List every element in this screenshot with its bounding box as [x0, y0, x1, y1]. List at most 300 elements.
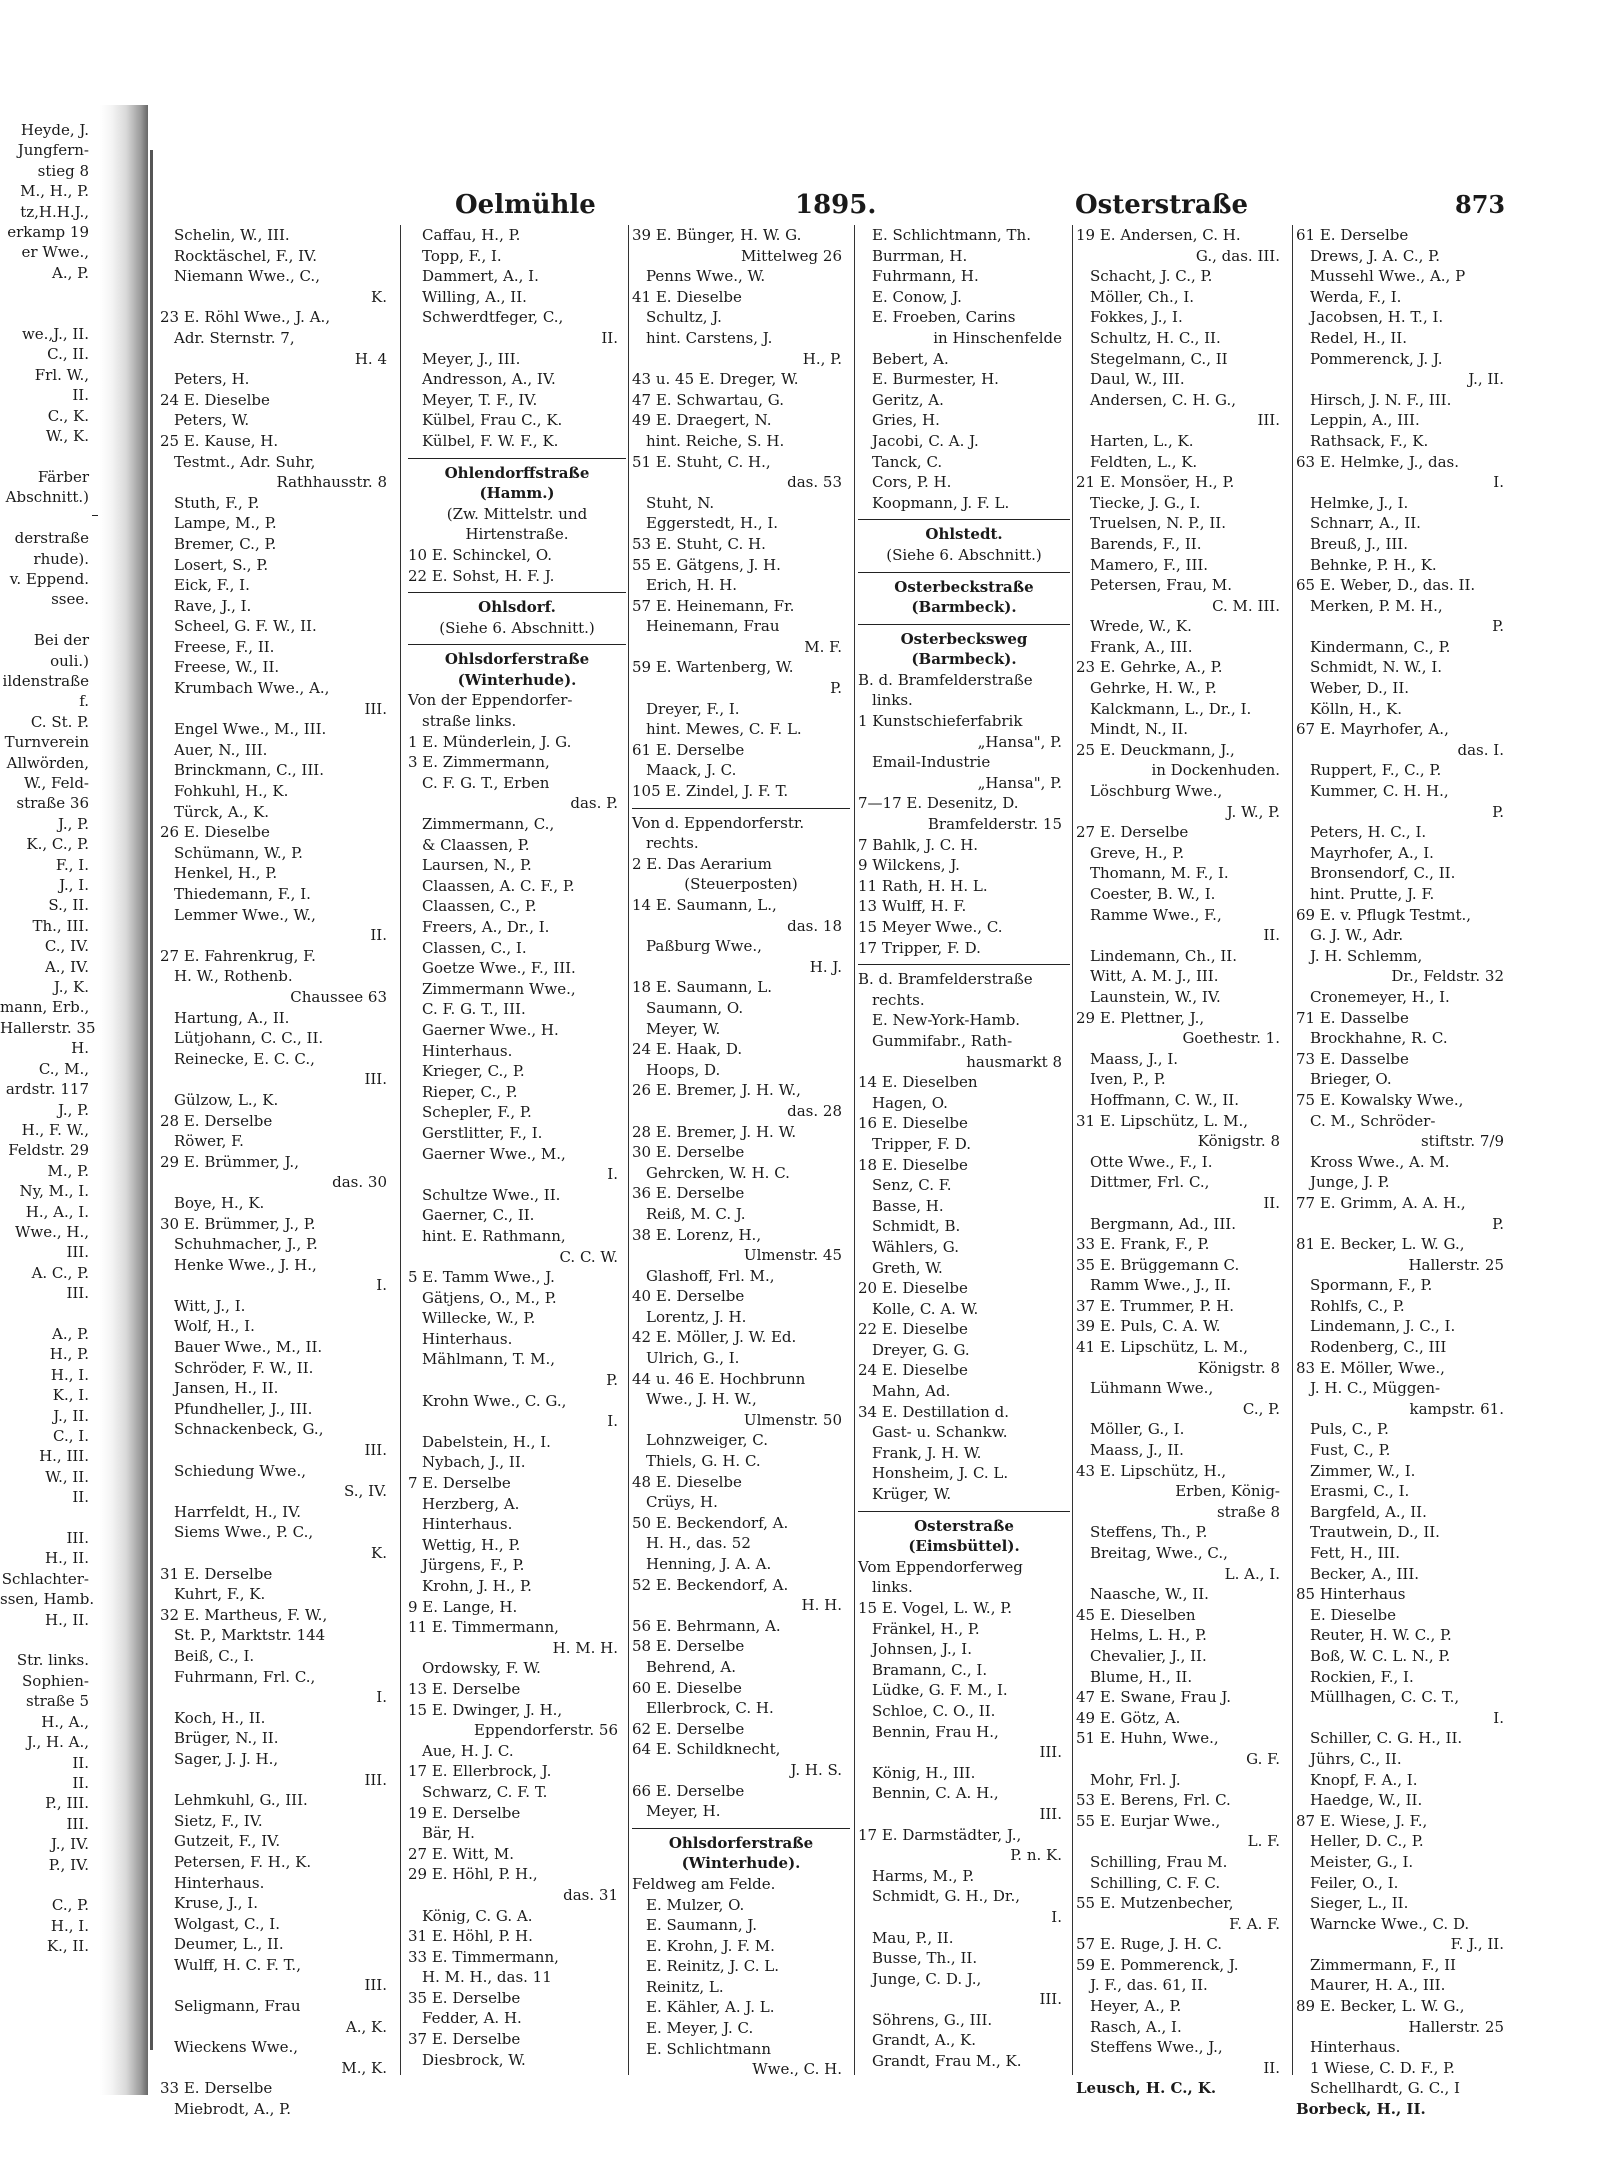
directory-line: J. H. S.	[790, 1760, 842, 1779]
directory-line: Wrede, W., K.	[1090, 617, 1192, 636]
directory-line: II.	[601, 328, 618, 347]
edge-fragment: J., K.	[53, 978, 89, 997]
directory-line: Meister, G., I.	[1310, 1852, 1414, 1871]
directory-line: 27 E. Witt, M.	[408, 1844, 515, 1863]
directory-line: Frank, J. H. W.	[872, 1443, 982, 1462]
directory-line: 5 E. Tamm Wwe., J.	[408, 1268, 555, 1287]
directory-line: das. P.	[570, 794, 618, 813]
directory-line: A., K.	[345, 2017, 387, 2036]
directory-line: Zimmermann Wwe.,	[422, 979, 576, 998]
directory-line: III.	[364, 1770, 387, 1789]
directory-line: Breuß, J., III.	[1310, 534, 1408, 553]
directory-line: (Steuerposten)	[684, 875, 798, 894]
directory-line: 31 E. Derselbe	[160, 1564, 273, 1583]
edge-fragment: Turnverein	[4, 733, 89, 752]
directory-line: J. H. C., Müggen-	[1310, 1379, 1441, 1398]
directory-line: E. Froeben, Carins	[872, 308, 1016, 327]
directory-line: 45 E. Dieselben	[1076, 1605, 1196, 1624]
directory-line: 57 E. Heinemann, Fr.	[632, 596, 795, 615]
edge-fragment: C., P.	[51, 1896, 89, 1915]
street-heading: (Winterhude).	[681, 1854, 801, 1873]
directory-line: Hagen, O.	[872, 1093, 948, 1112]
directory-line: 53 E. Berens, Frl. C.	[1076, 1791, 1231, 1810]
directory-line: Koopmann, J. F. L.	[872, 493, 1010, 512]
directory-line: Möller, Ch., I.	[1090, 287, 1195, 306]
directory-line: 11 Rath, H. H. L.	[858, 876, 988, 895]
directory-line: rechts.	[646, 834, 699, 853]
directory-line: H. H., das. 52	[646, 1534, 751, 1553]
directory-line: Reiß, M. C. J.	[646, 1204, 746, 1223]
directory-line: Bargfeld, A., II.	[1310, 1502, 1427, 1521]
directory-line: Lampe, M., P.	[174, 514, 277, 533]
directory-line: Thiedemann, F., I.	[174, 885, 311, 903]
directory-line: Hinterhaus.	[174, 1873, 265, 1892]
header-right: Osterstraße	[1075, 190, 1249, 220]
directory-line: 30 E. Brümmer, J., P.	[160, 1214, 316, 1233]
edge-fragment: Färber	[37, 467, 89, 486]
directory-line: 60 E. Dieselbe	[632, 1678, 742, 1697]
directory-line: Ulrich, G., I.	[646, 1349, 740, 1368]
directory-line: Reuter, H. W. C., P.	[1310, 1626, 1452, 1645]
directory-line: Testmt., Adr. Suhr,	[174, 452, 316, 471]
edge-fragment: III.	[66, 1243, 89, 1262]
directory-line: Eick, F., I.	[174, 576, 250, 595]
directory-line: Stuht, N.	[646, 493, 715, 512]
directory-line: 2 E. Das Aerarium	[632, 854, 772, 873]
directory-line: Rohlfs, C., P.	[1310, 1296, 1405, 1315]
page-number: 873	[1455, 190, 1506, 219]
directory-line: 15 Meyer Wwe., C.	[858, 918, 1003, 936]
directory-line: H. M. H.	[552, 1638, 618, 1657]
directory-line: Blume, H., II.	[1090, 1667, 1193, 1686]
directory-line: E. Krohn, J. F. M.	[646, 1936, 775, 1955]
edge-fragment: Schlachter-	[1, 1569, 89, 1588]
directory-line: 71 E. Dasselbe	[1296, 1008, 1409, 1027]
street-heading: Ohlsdorferstraße	[668, 1833, 814, 1852]
directory-line: Mussehl Wwe., A., P	[1310, 267, 1466, 286]
directory-line: Iven, P., P.	[1090, 1070, 1166, 1089]
directory-line: Rodenberg, C., III	[1310, 1338, 1447, 1357]
directory-line: Bär, H.	[422, 1824, 475, 1843]
directory-line: Junge, C. D. J.,	[872, 1969, 982, 1988]
edge-fragment: straße 5	[25, 1692, 89, 1711]
directory-line: Haedge, W., II.	[1310, 1791, 1423, 1810]
directory-line: 34 E. Destillation d.	[858, 1402, 1009, 1421]
directory-line: 35 E. Derselbe	[408, 1988, 521, 2007]
directory-line: Bennin, Frau H.,	[872, 1722, 999, 1741]
directory-line: 24 E. Dieselbe	[858, 1361, 968, 1380]
directory-line: 42 E. Möller, J. W. Ed.	[632, 1328, 797, 1347]
directory-line: Henke Wwe., J. H.,	[174, 1255, 317, 1274]
directory-line: Krieger, C., P.	[422, 1062, 525, 1081]
directory-line: 11 E. Timmermann,	[408, 1618, 559, 1637]
directory-line: Feiler, O., I.	[1310, 1873, 1399, 1892]
directory-line: M. F.	[804, 637, 842, 656]
directory-line: Claassen, A. C. F., P.	[422, 876, 575, 895]
edge-fragment: ildenstraße	[2, 671, 89, 690]
directory-line: III.	[1039, 1804, 1062, 1823]
directory-line: 89 E. Becker, L. W. G.,	[1296, 1997, 1465, 2016]
directory-line: 43 E. Lipschütz, H.,	[1076, 1461, 1227, 1480]
edge-fragment: stieg 8	[37, 161, 89, 180]
directory-line: Ordowsky, F. W.	[422, 1659, 541, 1678]
directory-line: J. W., P.	[1226, 802, 1280, 821]
directory-page	[160, 135, 1590, 2119]
directory-line: Lütjohann, C. C., II.	[174, 1029, 324, 1048]
header-year: 1895.	[795, 190, 877, 220]
directory-line: Schilling, Frau M.	[1090, 1852, 1228, 1871]
edge-fragment: S., II.	[48, 896, 89, 915]
directory-line: H. W., Rothenb.	[174, 967, 293, 986]
directory-line: Tripper, F. D.	[872, 1134, 971, 1153]
directory-line: Külbel, Frau C., K.	[422, 411, 563, 430]
directory-line: Eppendorferstr. 56	[474, 1721, 618, 1740]
directory-line: I.	[607, 1412, 618, 1431]
edge-fragment: erkamp 19	[7, 223, 89, 242]
edge-fragment: C. St. P.	[30, 712, 89, 731]
directory-line: 15 E. Vogel, L. W., P.	[858, 1599, 1013, 1617]
directory-line: C., P.	[1242, 1399, 1280, 1418]
directory-line: Auer, N., III.	[174, 740, 268, 759]
directory-line: links.	[872, 1578, 913, 1597]
directory-line: Launstein, W., IV.	[1090, 987, 1221, 1006]
directory-line: B. d. Bramfelderstraße	[858, 670, 1033, 689]
directory-line: J. H. Schlemm,	[1310, 946, 1423, 965]
directory-line: Schultze Wwe., II.	[422, 1185, 561, 1204]
directory-line: Fohkuhl, H., K.	[174, 782, 289, 801]
directory-line: Stegelmann, C., II	[1090, 349, 1228, 368]
directory-line: 65 E. Weber, D., das. II.	[1296, 576, 1476, 595]
directory-line: 66 E. Derselbe	[632, 1781, 745, 1800]
directory-line: 33 E. Derselbe	[160, 2079, 273, 2098]
directory-line: Andersen, C. H. G.,	[1090, 390, 1236, 409]
directory-line: Naasche, W., II.	[1090, 1585, 1209, 1604]
directory-line: E. Conow, J.	[872, 287, 962, 306]
directory-line: 51 E. Huhn, Wwe.,	[1076, 1729, 1219, 1748]
directory-line: Hinterhaus.	[422, 1329, 513, 1348]
directory-line: E. Reinitz, J. C. L.	[646, 1957, 779, 1976]
directory-line: Steffens Wwe., J.,	[1090, 2038, 1223, 2057]
directory-line: Schröder, F. W., II.	[174, 1358, 314, 1377]
directory-line: Engel Wwe., M., III.	[174, 720, 327, 739]
directory-line: Lorentz, J. H.	[646, 1307, 747, 1326]
directory-line: Grandt, A., K.	[872, 2031, 977, 2050]
directory-line: Bronsendorf, C., II.	[1310, 864, 1456, 883]
edge-fragment	[0, 508, 95, 528]
directory-line: Ramm Wwe., J., II.	[1090, 1276, 1232, 1295]
directory-line: Hirsch, J. N. F., III.	[1310, 390, 1452, 409]
directory-line: Goetze Wwe., F., III.	[422, 959, 576, 978]
directory-line: Kolle, C. A. W.	[872, 1299, 979, 1318]
directory-line: Fett, H., III.	[1310, 1544, 1400, 1562]
directory-line: straße links.	[422, 712, 517, 731]
directory-line: I.	[1493, 473, 1504, 492]
directory-line: Hinterhaus.	[1310, 2038, 1401, 2057]
directory-line: Sieger, L., II.	[1310, 1894, 1409, 1913]
edge-fragment: H., III.	[39, 1447, 89, 1466]
directory-line: Eggerstedt, H., I.	[646, 514, 779, 533]
edge-fragment: K., II.	[46, 1937, 89, 1956]
directory-line: Andresson, A., IV.	[422, 370, 556, 389]
directory-line: Redel, H., II.	[1310, 328, 1407, 347]
directory-line: Gätjens, O., M., P.	[422, 1288, 557, 1307]
directory-line: Henning, J. A. A.	[646, 1555, 772, 1573]
directory-line: II.	[1263, 1193, 1280, 1212]
directory-line: C. M. III.	[1212, 596, 1280, 615]
directory-line: Gehrke, H. W., P.	[1090, 679, 1217, 698]
directory-line: Mahn, Ad.	[872, 1382, 951, 1401]
directory-line: Gerstlitter, F., I.	[422, 1123, 543, 1142]
directory-line: 10 E. Schinckel, O.	[408, 545, 553, 564]
directory-line: Bennin, C. A. H.,	[872, 1784, 999, 1803]
edge-fragment: H., P.	[49, 1345, 89, 1364]
edge-fragment: Ny, M., I.	[19, 1182, 89, 1201]
directory-line: Schloe, C. O., II.	[872, 1701, 996, 1720]
edge-fragment: II.	[72, 1753, 89, 1772]
directory-line: Hartung, A., II.	[174, 1008, 290, 1027]
directory-line: Kuhrt, F., K.	[174, 1585, 266, 1604]
directory-line: Von der Eppendorfer-	[408, 691, 573, 710]
directory-line: 31 E. Höhl, P. H.	[408, 1927, 533, 1946]
directory-line: III.	[1257, 411, 1280, 430]
directory-line: Henkel, H., P.	[174, 864, 278, 883]
directory-line: Maack, J. C.	[646, 761, 737, 780]
directory-line: Wieckens Wwe.,	[174, 2038, 298, 2057]
directory-line: 37 E. Trummer, P. H.	[1076, 1296, 1234, 1315]
directory-line: 69 E. v. Pflugk Testmt.,	[1296, 905, 1472, 924]
directory-line: Rathhausstr. 8	[276, 473, 387, 492]
edge-fragment: K., I.	[52, 1386, 89, 1405]
book-gutter	[100, 105, 148, 2095]
directory-line: Mählmann, T. M.,	[422, 1350, 556, 1369]
directory-line: Von d. Eppendorferstr.	[632, 813, 805, 832]
directory-line: Warncke Wwe., C. D.	[1310, 1914, 1470, 1933]
directory-line: Pfundheller, J., III.	[174, 1399, 313, 1418]
edge-fragment: H., F. W.,	[21, 1120, 89, 1139]
directory-line: das. 18	[787, 916, 842, 935]
column-1	[160, 225, 395, 2119]
directory-line: 25 E. Deuckmann, J.,	[1076, 740, 1235, 759]
section-rule	[858, 513, 1070, 520]
directory-line: Mayrhofer, A., I.	[1310, 843, 1434, 862]
edge-fragment: Sophien-	[22, 1671, 89, 1690]
directory-line: Geritz, A.	[872, 390, 944, 409]
directory-line: Zimmermann, C.,	[422, 815, 555, 834]
directory-line: stiftstr. 7/9	[1420, 1132, 1504, 1151]
directory-line: P.	[830, 679, 842, 698]
directory-line: 64 E. Schildknecht,	[632, 1740, 781, 1759]
directory-line: Fuhrmann, Frl. C.,	[174, 1667, 316, 1686]
directory-line: Leppin, A., III.	[1310, 411, 1420, 430]
section-rule	[408, 586, 626, 593]
directory-line: Johnsen, J., I.	[872, 1640, 972, 1659]
edge-fragment: ardstr. 117	[5, 1080, 89, 1099]
directory-line: Becker, A., III.	[1310, 1564, 1420, 1583]
edge-fragment: J., P.	[58, 814, 89, 833]
directory-line: links.	[872, 691, 913, 710]
directory-line: Diesbrock, W.	[422, 2050, 526, 2069]
directory-line: K.	[371, 287, 387, 306]
directory-line: Jacobsen, H. T., I.	[1310, 308, 1444, 327]
directory-line: Tiecke, J. G., I.	[1090, 493, 1201, 512]
directory-line: Aue, H. J. C.	[422, 1741, 514, 1760]
directory-line: J. F., das. 61, II.	[1090, 1976, 1208, 1995]
directory-line: Maass, J., II.	[1090, 1441, 1184, 1460]
directory-line: Wwe., C. H.	[752, 2060, 842, 2079]
directory-line: Burrman, H.	[872, 246, 968, 265]
directory-line: „Hansa", P.	[977, 732, 1062, 751]
directory-line: Seligmann, Frau	[174, 1997, 301, 2016]
column-6	[1296, 225, 1512, 2119]
directory-line: Heyer, A., P.	[1090, 1997, 1182, 2016]
directory-line: B. d. Bramfelderstraße	[858, 970, 1033, 989]
directory-line: das. 30	[332, 1173, 387, 1192]
directory-line: Leusch, H. C., K.	[1076, 2079, 1217, 2098]
directory-line: Röwer, F.	[174, 1132, 244, 1151]
directory-line: St. P., Marktstr. 144	[174, 1626, 326, 1645]
directory-line: Fränkel, H., P.	[872, 1619, 980, 1638]
edge-fragment: II.	[72, 386, 89, 405]
directory-line: Rasch, A., I.	[1090, 2017, 1182, 2036]
previous-page-edge	[0, 120, 95, 2080]
directory-line: (Siehe 6. Abschnitt.)	[439, 618, 595, 637]
directory-line: Puls, C., P.	[1310, 1420, 1389, 1439]
directory-line: P.	[1492, 1214, 1504, 1233]
edge-fragment: Hallerstr. 35	[0, 1018, 96, 1037]
directory-line: II.	[1263, 926, 1280, 945]
column-4	[858, 225, 1070, 2075]
directory-line: Heller, D. C., P.	[1310, 1832, 1424, 1851]
directory-line: Hoops, D.	[646, 1060, 721, 1079]
directory-line: Mau, P., II.	[872, 1928, 954, 1947]
directory-line: 49 E. Draegert, N.	[632, 411, 772, 430]
directory-line: 21 E. Monsöer, H., P.	[1076, 473, 1235, 492]
directory-line: Nybach, J., II.	[422, 1453, 526, 1472]
directory-line: Dittmer, Frl. C.,	[1090, 1173, 1210, 1192]
directory-line: das. 28	[787, 1101, 842, 1120]
directory-line: Schwarz, C. F. T.	[422, 1782, 548, 1801]
edge-fragment: derstraße	[14, 529, 89, 548]
directory-line: „Hansa", P.	[977, 773, 1062, 792]
directory-line: Schiller, C. G. H., II.	[1310, 1729, 1463, 1748]
section-rule	[858, 1505, 1070, 1512]
column-divider	[1072, 225, 1073, 2075]
section-rule	[858, 566, 1070, 573]
directory-line: straße 8	[1216, 1502, 1280, 1521]
directory-line: 32 E. Martheus, F. W.,	[160, 1605, 328, 1624]
directory-line: Merken, P. M. H.,	[1310, 596, 1443, 615]
directory-line: Spormann, F., P.	[1310, 1276, 1433, 1295]
directory-line: Schmidt, N. W., I.	[1310, 658, 1443, 677]
directory-line: Ruppert, F., C., P.	[1310, 761, 1442, 780]
edge-fragment: C., II.	[47, 345, 89, 364]
directory-line: 28 E. Bremer, J. H. W.	[632, 1122, 797, 1141]
directory-line: Lüdke, G. F. M., I.	[872, 1681, 1008, 1700]
directory-line: Schiedung Wwe.,	[174, 1461, 306, 1480]
directory-line: 55 E. Mutzenbecher,	[1076, 1894, 1234, 1913]
directory-line: E. Kähler, A. J. L.	[646, 1998, 775, 2017]
directory-line: H., P.	[802, 349, 842, 368]
column-3	[632, 225, 850, 2079]
directory-line: III.	[364, 1441, 387, 1460]
directory-line: Tanck, C.	[872, 452, 943, 471]
directory-line: Krüger, W.	[872, 1485, 952, 1504]
directory-line: Fuhrmann, H.	[872, 267, 979, 286]
directory-line: I.	[1493, 1708, 1504, 1727]
directory-line: Hoffmann, C. W., II.	[1090, 1090, 1239, 1109]
edge-fragment: H., II.	[44, 1549, 89, 1568]
directory-line: Dreyer, G. G.	[872, 1340, 970, 1359]
directory-line: P.	[1492, 802, 1504, 821]
directory-line: Königstr. 8	[1197, 1358, 1280, 1377]
directory-line: Gutzeit, F., IV.	[174, 1832, 281, 1851]
directory-line: M., K.	[341, 2058, 387, 2077]
directory-line: Schuhmacher, J., P.	[174, 1235, 318, 1254]
edge-fragment: III.	[66, 1284, 89, 1303]
edge-fragment: er Wwe.,	[21, 243, 89, 262]
edge-fragment: Wwe., H.,	[14, 1222, 89, 1241]
directory-line: Knopf, F. A., I.	[1310, 1770, 1418, 1789]
directory-line: 26 E. Bremer, J. H. W.,	[632, 1081, 801, 1100]
directory-line: Freese, F., II.	[174, 637, 275, 656]
edge-fragment	[0, 1630, 95, 1650]
directory-line: Peters, W.	[174, 411, 250, 430]
edge-fragment	[0, 1875, 95, 1895]
directory-line: Feldten, L., K.	[1090, 452, 1198, 471]
directory-line: Fust, C., P.	[1310, 1441, 1391, 1460]
directory-line: Freers, A., Dr., I.	[422, 918, 550, 936]
directory-line: Willecke, W., P.	[422, 1309, 536, 1328]
directory-line: Gaerner Wwe., M.,	[422, 1144, 566, 1163]
edge-fragment: ssee.	[51, 590, 89, 609]
directory-line: Maurer, H. A., III.	[1310, 1976, 1446, 1995]
directory-line: Bauer Wwe., M., II.	[174, 1338, 323, 1357]
directory-line: Türck, A., K.	[174, 802, 269, 821]
directory-line: Honsheim, J. C. L.	[872, 1464, 1009, 1483]
directory-line: Harms, M., P.	[872, 1866, 975, 1885]
column-divider	[1292, 225, 1293, 2075]
edge-fragment: W., II.	[45, 1467, 89, 1486]
directory-line: Meyer, T. F., IV.	[422, 390, 538, 409]
directory-line: 87 E. Wiese, J. F.,	[1296, 1811, 1428, 1830]
directory-line: 52 E. Beckendorf, A.	[632, 1575, 789, 1594]
directory-line: Erasmi, C., I.	[1310, 1482, 1410, 1501]
directory-line: das. I.	[1457, 740, 1504, 759]
directory-line: 59 E. Wartenberg, W.	[632, 658, 794, 677]
directory-line: III.	[364, 1070, 387, 1089]
directory-line: das. 31	[563, 1885, 618, 1904]
directory-line: Deumer, L., II.	[174, 1935, 284, 1954]
directory-line: Bramfelderstr. 15	[927, 815, 1062, 834]
directory-line: F. A. F.	[1229, 1914, 1280, 1933]
edge-fragment: M., P.	[47, 1161, 89, 1180]
directory-line: Sietz, F., IV.	[174, 1811, 263, 1830]
directory-line: Krohn, J. H., P.	[422, 1577, 532, 1595]
directory-line: Gast- u. Schankw.	[872, 1423, 1008, 1442]
directory-line: 81 E. Becker, L. W. G.,	[1296, 1235, 1465, 1254]
directory-line: H. 4	[354, 349, 387, 368]
directory-line: 29 E. Brümmer, J.,	[160, 1152, 299, 1171]
directory-line: Chevalier, J., II.	[1090, 1646, 1207, 1665]
directory-line: E. Dieselbe	[1310, 1605, 1397, 1624]
edge-fragment: A. C., P.	[31, 1263, 89, 1282]
directory-line: E. Mulzer, O.	[646, 1895, 745, 1914]
directory-line: Steffens, Th., P.	[1090, 1523, 1208, 1542]
directory-line: 55 E. Gätgens, J. H.	[632, 555, 781, 574]
directory-line: Drews, J. A. C., P.	[1310, 246, 1440, 265]
directory-line: 55 E. Eurjar Wwe.,	[1076, 1811, 1221, 1830]
directory-line: 7—17 E. Desenitz, D.	[858, 794, 1019, 813]
